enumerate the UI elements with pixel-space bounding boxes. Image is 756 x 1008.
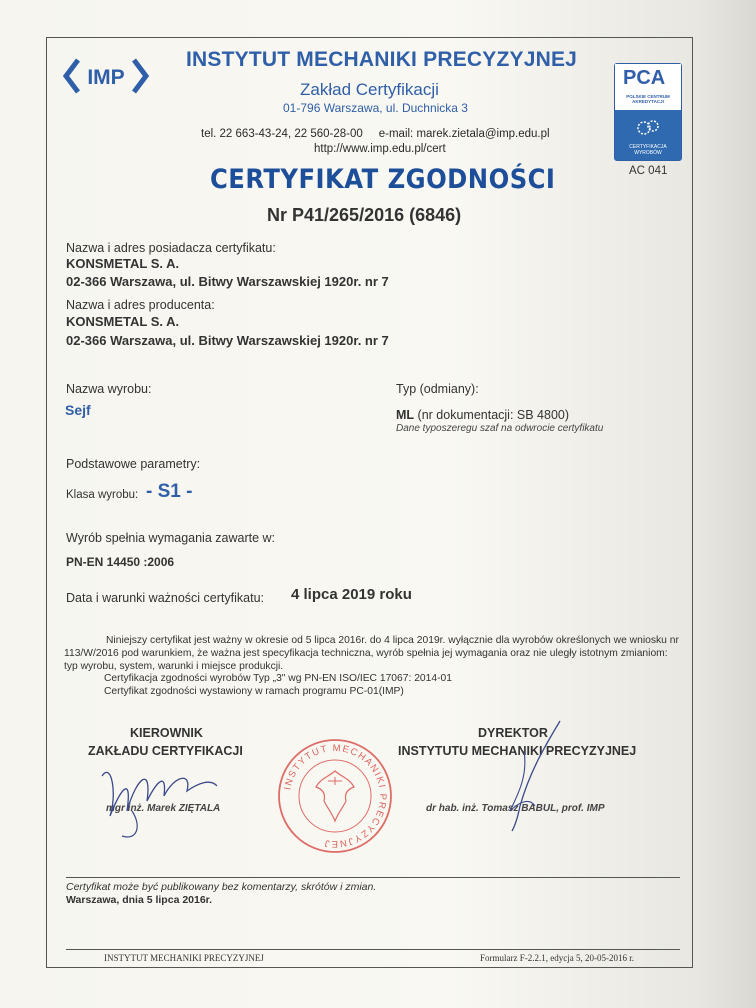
seal-text: INSTYTUT MECHANIKI PRECYZYJNEJ xyxy=(282,742,389,850)
website-link: http://www.imp.edu.pl/cert xyxy=(314,143,446,155)
certificate-number: Nr P41/265/2016 (6846) xyxy=(267,205,462,225)
right-signatory-name: dr hab. inż. Tomasz BABUL, prof. IMP xyxy=(426,803,605,814)
place-date: Warszawa, dnia 5 lipca 2016r. xyxy=(66,894,213,906)
params-label: Podstawowe parametry: xyxy=(66,457,201,471)
right-signature xyxy=(490,716,575,836)
publication-note: Certyfikat może być publikowany bez komentarzy, skrótów i zmian. xyxy=(66,881,377,893)
pca-accreditation-badge xyxy=(614,63,682,161)
certificate-title: CERTYFIKAT ZGODNOŚCI xyxy=(210,164,556,195)
requirements-label: Wyrób spełnia wymagania zawarte w: xyxy=(66,531,276,545)
left-signatory-dept: ZAKŁADU CERTYFIKACJI xyxy=(88,744,243,758)
footer-divider xyxy=(66,949,680,950)
imp-logo-text: IMP xyxy=(87,66,125,89)
left-signatory-name: mgr inż. Marek ZIĘTALA xyxy=(106,803,221,814)
footer-institute: INSTYTUT MECHANIKI PRECYZYJNEJ xyxy=(104,953,264,963)
institute-address: 01-796 Warszawa, ul. Duchnicka 3 xyxy=(283,101,468,115)
holder-address: 02-366 Warszawa, ul. Bitwy Warszawskiej 1920r. nr 7 xyxy=(66,274,389,289)
validity-label: Data i warunki ważności certyfikatu: xyxy=(66,591,264,605)
left-signature xyxy=(92,756,227,846)
product-type-label: Typ (odmiany): xyxy=(396,382,479,396)
class-label: Klasa wyrobu: xyxy=(66,489,139,501)
conditions-paragraph: Niniejszy certyfikat jest ważny w okresie od 5 lipca 2016r. do 4 lipca 2019r. wyłącznie dla wyrobów określonych we wniosku nr 113/W/2016 pod warunkiem, że ważna jest specyfikacja techniczna, wyrób spełnia jej wymagania oraz nie uległy istotnym zmianiom: typ wyrobu, system, warunki i miejsce produkcji. xyxy=(64,635,679,672)
program-line: Certyfikat zgodności wystawiony w ramach programu PC-01(IMP) xyxy=(104,686,404,697)
email-text: e-mail: marek.zietala@imp.edu.pl xyxy=(378,128,550,140)
publication-divider xyxy=(66,877,680,878)
pca-subtitle: POLSKIE CENTRUM AKREDYTACJI xyxy=(626,94,670,104)
producer-name: KONSMETAL S. A. xyxy=(66,314,180,329)
producer-label: Nazwa i adres producenta: xyxy=(66,298,215,312)
product-name: Sejf xyxy=(65,402,91,418)
holder-label: Nazwa i adres posiadacza certyfikatu: xyxy=(66,241,276,255)
pca-gears-icon xyxy=(634,116,662,140)
product-type-doc: (nr dokumentacji: SB 4800) xyxy=(417,408,570,422)
department-name: Zakład Certyfikacji xyxy=(300,80,439,99)
product-type-value: ML xyxy=(396,408,415,422)
right-signatory-dept: INSTYTUTU MECHANIKI PRECYZYJNEJ xyxy=(398,744,637,758)
pca-logo: PCA xyxy=(623,67,666,89)
class-value: - S1 - xyxy=(146,481,193,502)
left-signatory-title: KIEROWNIK xyxy=(130,726,203,740)
accreditation-code: AC 041 xyxy=(629,165,668,177)
holder-name: KONSMETAL S. A. xyxy=(66,256,180,271)
svg-text:INSTYTUT MECHANIKI PRECYZYJNEJ xyxy=(282,743,388,849)
right-signatory-title: DYREKTOR xyxy=(478,726,548,740)
institute-title: INSTYTUT MECHANIKI PRECYZYJNEJ xyxy=(186,48,578,71)
phone-text: tel. 22 663-43-24, 22 560-28-00 xyxy=(201,128,363,140)
product-type-note: Dane typoszeregu szaf na odwrocie certyfikatu xyxy=(396,423,604,434)
footer-form-id: Formularz F-2.2.1, edycja 5, 20-05-2016 r. xyxy=(480,953,634,963)
product-name-label: Nazwa wyrobu: xyxy=(66,382,152,396)
producer-address: 02-366 Warszawa, ul. Bitwy Warszawskiej 1920r. nr 7 xyxy=(66,333,389,348)
contact-line xyxy=(201,128,550,140)
certification-type-line: Certyfikacja zgodności wyrobów Typ „3" wg PN-EN ISO/IEC 17067: 2014-01 xyxy=(104,673,452,684)
product-type xyxy=(396,408,569,422)
validity-value: 4 lipca 2019 roku xyxy=(291,586,412,603)
institute-seal xyxy=(276,737,394,855)
imp-logo xyxy=(62,56,152,96)
pca-bottom-text: CERTYFIKACJA WYROBÓW xyxy=(629,144,667,156)
standard-value: PN-EN 14450 :2006 xyxy=(66,555,175,569)
